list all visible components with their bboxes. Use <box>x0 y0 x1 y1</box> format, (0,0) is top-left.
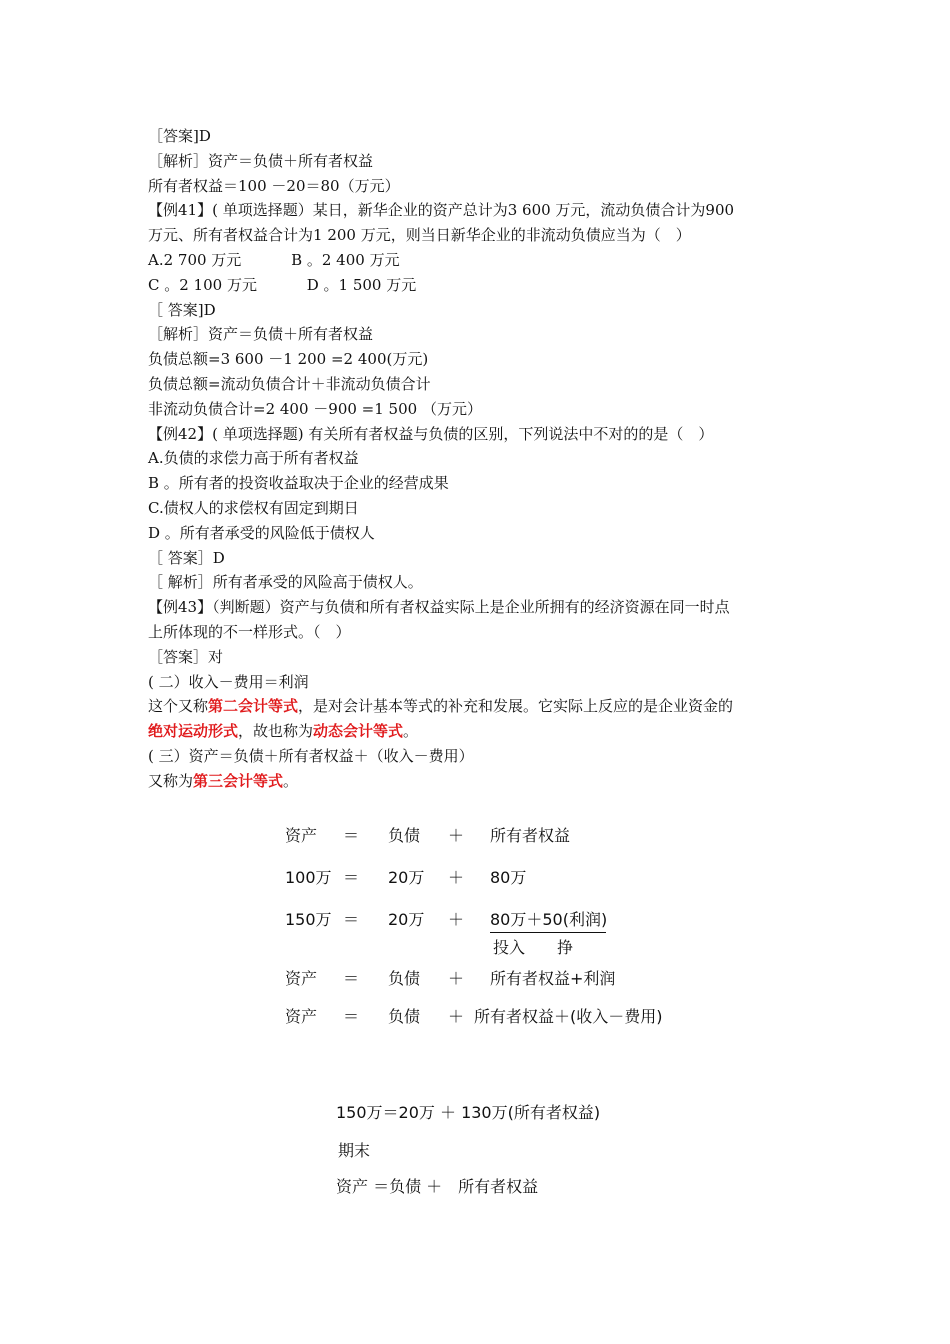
eq-row1-plus: ＋ <box>448 826 465 845</box>
text-line: 上所体现的不一样形式。（ ） <box>148 622 351 641</box>
text-run: 这个又称 <box>148 697 209 716</box>
text-line: 所有者权益＝100 －20＝80（万元） <box>148 176 400 195</box>
eq-row5-equals: ＝ <box>343 1007 360 1026</box>
bottom-equation: 150万＝20万 ＋ 130万(所有者权益) <box>336 1103 601 1122</box>
eq-row2-equals: ＝ <box>343 868 360 887</box>
eq-row2-equity: 80万 <box>490 868 527 887</box>
text-line: C.债权人的求偿权有固定到期日 <box>148 498 359 517</box>
eq-row5-liabilities: 负债 <box>388 1007 421 1026</box>
emphasis-text: 绝对运动形式 <box>148 722 239 741</box>
text-line: 负债总额=3 600 －1 200 =2 400(万元) <box>148 350 429 369</box>
text-line: ［解析］资产＝负债＋所有者权益 <box>148 151 374 170</box>
emphasis-text: 第二会计等式 <box>208 697 299 716</box>
bottom-basic-equation: 资产 ＝负债 ＋ 所有者权益 <box>336 1177 539 1196</box>
eq-row1-equity: 所有者权益 <box>490 826 571 845</box>
eq-row1-assets: 资产 <box>285 826 318 845</box>
text-line: A.2 700 万元 B 。2 400 万元 <box>148 250 400 269</box>
text-line: ( 三）资产＝负债＋所有者权益＋（收入－费用） <box>148 746 474 765</box>
text-line: C 。2 100 万元 D 。1 500 万元 <box>148 275 417 294</box>
text-line: B 。所有者的投资收益取决于企业的经营成果 <box>148 474 449 493</box>
eq-row4-plus: ＋ <box>448 969 465 988</box>
eq-row5-assets: 资产 <box>285 1007 318 1026</box>
text-line: D 。所有者承受的风险低于债权人 <box>148 523 375 542</box>
eq-row3-equals: ＝ <box>343 910 360 929</box>
text-line: ［答案］对 <box>148 647 224 666</box>
bottom-period-end: 期末 <box>338 1141 371 1160</box>
text-run: ，故也称为 <box>238 722 314 741</box>
text-line: A.负债的求偿力高于所有者权益 <box>148 449 359 468</box>
eq-row3-plus: ＋ <box>448 910 465 929</box>
text-run: 又称为 <box>148 771 194 790</box>
eq-row3-equity: 80万＋50(利润) <box>490 910 608 929</box>
rich-line-third-equation <box>148 769 828 794</box>
eq-row3-assets: 150万 <box>285 910 332 929</box>
text-line: 【例42】( 单项选择题) 有关所有者权益与负债的区别，下列说法中不对的的是（ ） <box>148 424 714 443</box>
eq-row4-equity: 所有者权益+利润 <box>490 969 616 988</box>
text-line: 非流动负债合计=2 400 －900 =1 500 （万元） <box>148 399 482 418</box>
rich-line-dynamic-equation <box>148 719 828 744</box>
eq-row4-liabilities: 负债 <box>388 969 421 988</box>
document-body <box>148 124 828 794</box>
eq-row4-equals: ＝ <box>343 969 360 988</box>
text-line: ( 二）收入－费用＝利润 <box>148 672 309 691</box>
text-run: ，是对会计基本等式的补充和发展。它实际上反应的是企业资金的 <box>298 697 734 716</box>
rich-line-second-equation <box>148 694 828 719</box>
eq-row1-equals: ＝ <box>343 826 360 845</box>
text-line: ［ 答案］D <box>148 548 225 567</box>
text-line: 负债总额=流动负债合计＋非流动负债合计 <box>148 374 431 393</box>
emphasis-text: 第三会计等式 <box>193 771 284 790</box>
eq-row2-assets: 100万 <box>285 868 332 887</box>
eq-row5-equity: 所有者权益＋(收入－费用) <box>474 1007 663 1026</box>
text-line: ［解析］资产＝负债＋所有者权益 <box>148 325 374 344</box>
text-line: ［ 解析］所有者承受的风险高于债权人。 <box>148 573 423 592</box>
eq-row5-plus: ＋ <box>448 1007 465 1026</box>
text-line: 【例41】( 单项选择题）某日，新华企业的资产总计为3 600 万元，流动负债合计为900 <box>148 201 735 220</box>
emphasis-text: 动态会计等式 <box>313 722 404 741</box>
eq-row2-liabilities: 20万 <box>388 868 425 887</box>
eq-row2-plus: ＋ <box>448 868 465 887</box>
eq-row3-subtitle: 投入 挣 <box>493 938 574 957</box>
underline-divider <box>490 932 606 933</box>
text-line: 万元、所有者权益合计为1 200 万元，则当日新华企业的非流动负债应当为（ ） <box>148 226 691 245</box>
text-line: 【例43】（判断题）资产与负债和所有者权益实际上是企业所拥有的经济资源在同一时点 <box>148 598 730 617</box>
text-run: 。 <box>403 722 419 741</box>
text-run: 。 <box>283 771 299 790</box>
eq-row4-assets: 资产 <box>285 969 318 988</box>
text-line: ［ 答案]D <box>148 300 216 319</box>
text-line: ［答案]D <box>148 127 211 145</box>
eq-row1-liabilities: 负债 <box>388 826 421 845</box>
eq-row3-liabilities: 20万 <box>388 910 425 929</box>
